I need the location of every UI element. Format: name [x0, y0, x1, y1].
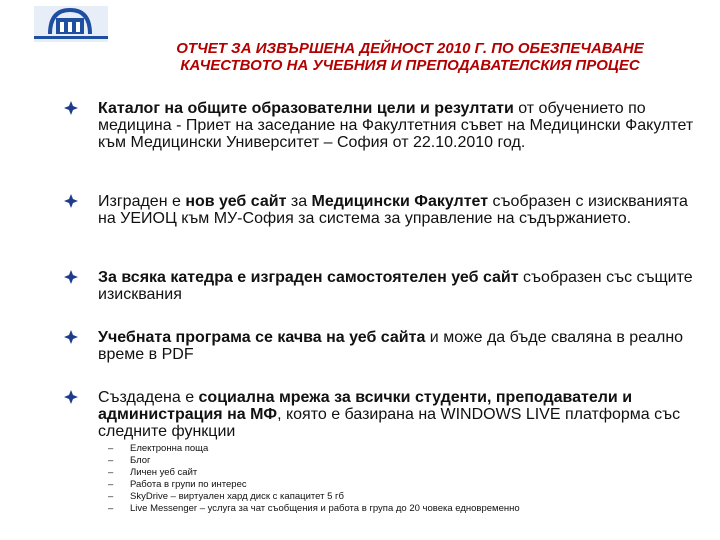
bullet-bold: Медицински Факултет — [311, 193, 489, 210]
title-line-2: КАЧЕСТВОТО НА УЧЕБНИЯ И ПРЕПОДАВАТЕЛСКИЯ ПРОЦЕС — [180, 57, 640, 74]
bullet-bold: нов уеб сайт — [185, 193, 287, 210]
dash: – — [108, 491, 114, 502]
dash: – — [108, 503, 114, 514]
list-item — [108, 479, 520, 491]
feature-label: SkyDrive – виртуален хард диск с капацитет 5 гб — [130, 491, 344, 502]
university-logo — [30, 4, 110, 44]
bullet-catalog — [64, 100, 704, 151]
bullet-plain: Създадена е — [98, 389, 199, 406]
university-logo-icon — [30, 4, 110, 44]
bullet-plain: Изграден е — [98, 193, 186, 210]
list-item — [108, 491, 520, 503]
bullet-plain: съобразен със същите изисквания — [98, 269, 693, 303]
bullet-curriculum — [64, 329, 704, 363]
diamond-bullet-icon — [64, 270, 78, 284]
title-line-1: ОТЧЕТ ЗА ИЗВЪРШЕНА ДЕЙНОСТ 2010 Г. ПО ОБЕЗПЕЧАВАНЕ — [176, 40, 644, 57]
bullet-bold: Каталог на общите образователни цели и резултати — [98, 100, 514, 117]
list-item — [108, 443, 520, 455]
bullet-text — [98, 100, 704, 151]
dash: – — [108, 443, 114, 454]
bullet-social-network — [64, 389, 704, 440]
list-item — [108, 467, 520, 479]
feature-list — [108, 443, 520, 515]
feature-label: Личен уеб сайт — [130, 467, 198, 478]
feature-label: Работа в групи по интерес — [130, 479, 247, 490]
dash: – — [108, 455, 114, 466]
bullet-text — [98, 389, 704, 440]
page-title — [110, 40, 710, 74]
list-item — [108, 455, 520, 467]
list-item — [108, 503, 520, 515]
dash: – — [108, 479, 114, 490]
bullet-plain: от обучението по медицина - Приет на заседание на Факултетния съвет на Медицински Факултет към Медицински Университет – София от 22.10.2010 год. — [98, 100, 694, 151]
feature-label: Електронна поща — [130, 443, 209, 454]
bullet-plain: съобразен с изискванията на УЕИОЦ към МУ-София за система за управление на съдържанието. — [98, 193, 688, 227]
bullet-plain: , която е базирана на WINDOWS LIVE платформа със следните функции — [98, 406, 681, 440]
diamond-bullet-icon — [64, 390, 78, 404]
diamond-bullet-icon — [64, 194, 78, 208]
dash: – — [108, 467, 114, 478]
bullet-bold: За всяка катедра е изграден самостоятелен уеб сайт — [98, 269, 519, 286]
bullet-department-sites — [64, 269, 704, 303]
diamond-bullet-icon — [64, 330, 78, 344]
bullet-text — [98, 269, 704, 303]
feature-label: Live Messenger – услуга за чат съобщения и работа в група до 20 човека едновременно — [130, 503, 520, 514]
bullet-bold: Учебната програма се качва на уеб сайта — [98, 329, 426, 346]
feature-label: Блог — [130, 455, 151, 466]
bullet-text — [98, 193, 704, 227]
bullet-text — [98, 329, 704, 363]
bullet-website — [64, 193, 704, 227]
diamond-bullet-icon — [64, 101, 78, 115]
bullet-plain: и може да бъде сваляна в реално време в PDF — [98, 329, 684, 363]
bullet-bold: социална мрежа за всички студенти, преподаватели и администрация на МФ — [98, 389, 633, 423]
bullet-plain: за — [286, 193, 312, 210]
